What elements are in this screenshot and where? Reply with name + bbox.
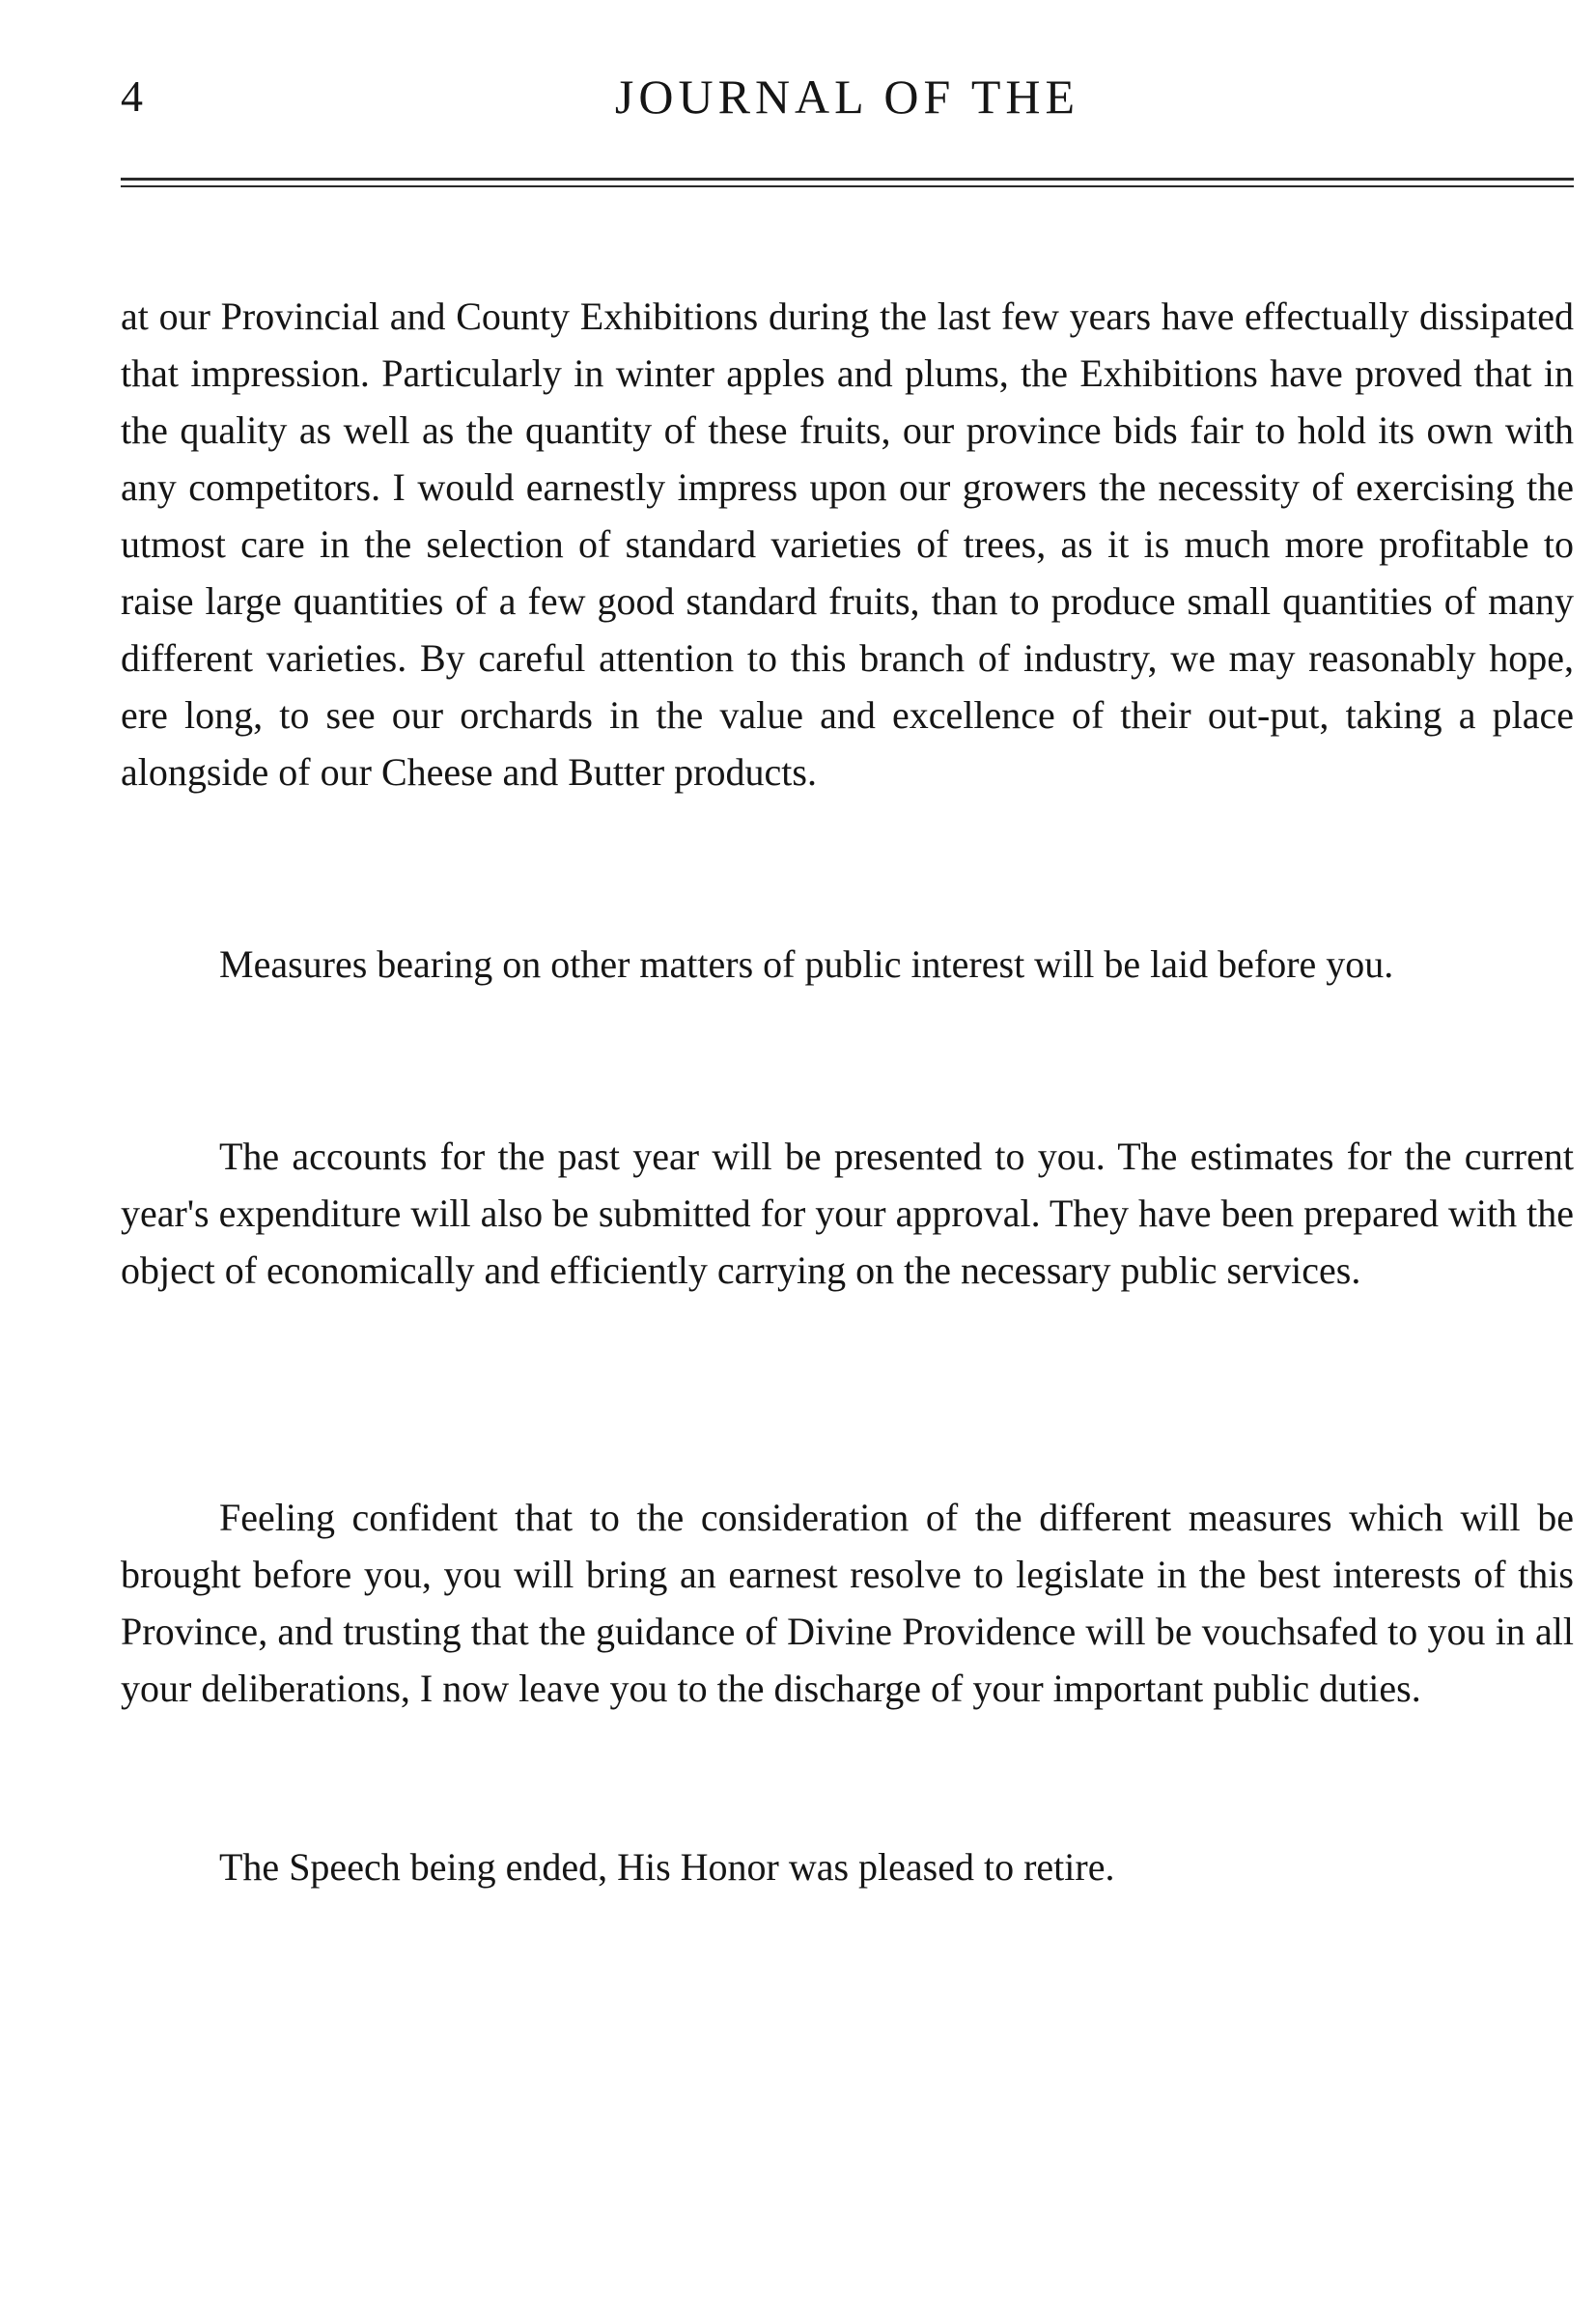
paragraph-measures: Measures bearing on other matters of public interest will be laid before you. [219, 942, 1394, 986]
page-number: 4 [121, 71, 143, 121]
paragraph-accounts: The accounts for the past year will be presented to you. The estimates for the current year's expenditure will also be submitted for your approval. They have been prepared with the object of economically and efficiently carrying on the necessary public services. [121, 1135, 1574, 1292]
running-title: JOURNAL OF THE [614, 70, 1080, 124]
body-text [121, 288, 1574, 1895]
paragraph-closing: Feeling confident that to the consideration of the different measures which will be brought before you, you will bring an earnest resolve to legislate in the best interests of this Province, and trusting that the guidance of Divine Providence will be vouchsafed to you in all your deliberations, I now leave you to the discharge of your important public duties. [121, 1496, 1574, 1710]
paragraph-speech-ended: The Speech being ended, His Honor was pleased to retire. [219, 1845, 1115, 1889]
paragraph-gap [121, 993, 1574, 1128]
header-rule-top [121, 178, 1574, 181]
header-rule-bottom [121, 185, 1574, 187]
paragraph-gap [121, 1717, 1574, 1838]
paragraph-exhibitions: at our Provincial and County Exhibitions during the last few years have effectually dissipated that impression. Particularly in winter apples and plums, the Exhibitions have proved that in the quality as well as the quantity of these fruits, our province bids fair to hold its own with any competitors. I would earnestly impress upon our growers the necessity of exercising the utmost care in the selection of standard varieties of trees, as it is much more profitable to raise large quantities of a few good standard fruits, than to produce small quantities of many different varieties. By careful attention to this branch of industry, we may reasonably hope, ere long, to see our orchards in the value and excellence of their out-put, taking a place alongside of our Cheese and Butter products. [121, 294, 1574, 794]
page-header [121, 60, 1574, 127]
paragraph-gap [121, 800, 1574, 936]
paragraph-gap [121, 1299, 1574, 1489]
